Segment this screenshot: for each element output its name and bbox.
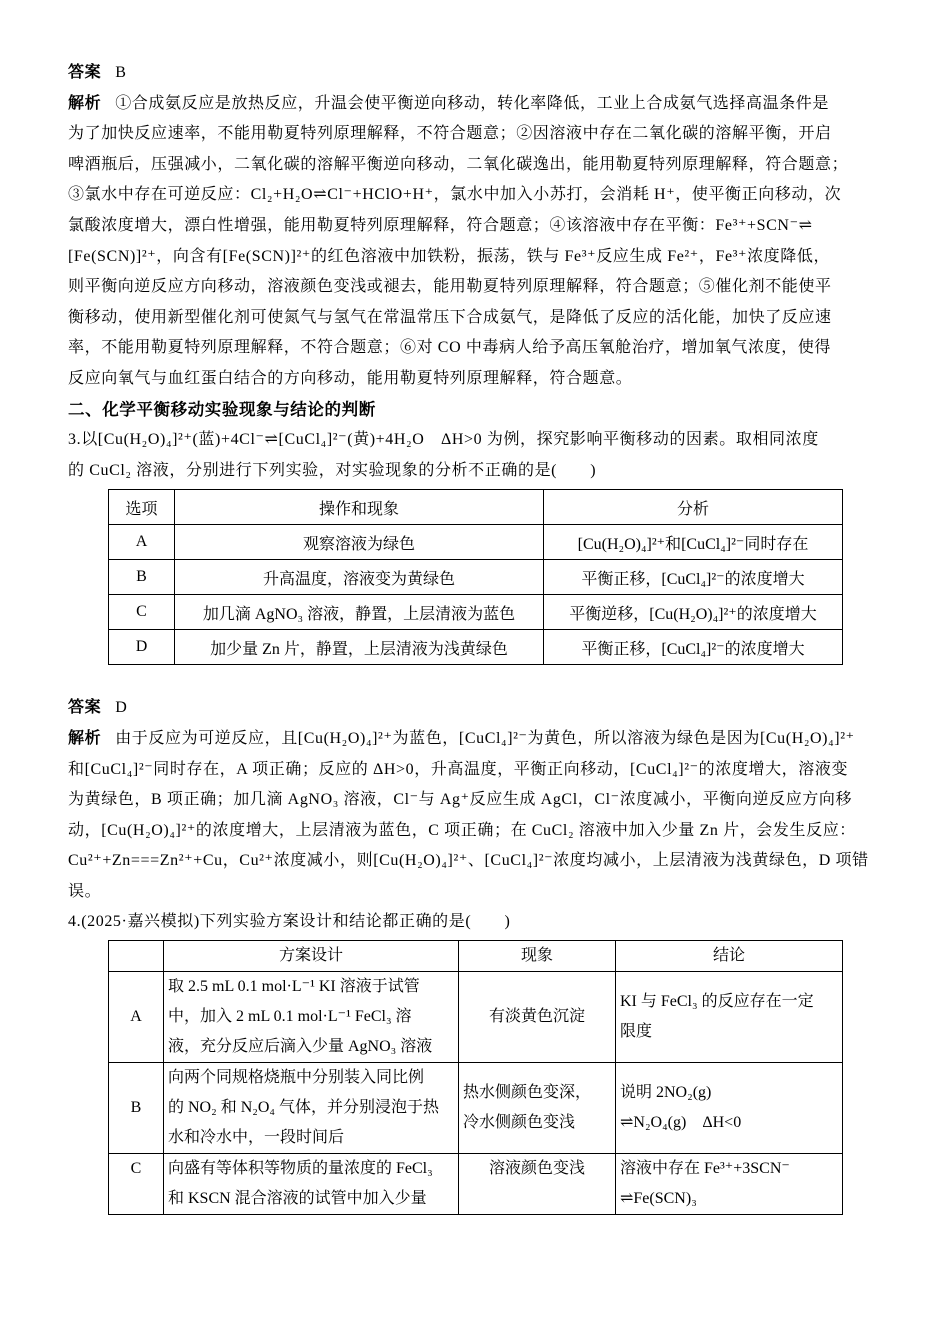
options-table xyxy=(108,489,843,665)
analysis-text-line: 率，不能用勒夏特列原理解释，不符合题意；⑥对 CO 中毒病人给予高压氧舱治疗，增加氧气浓度，使得 xyxy=(68,339,832,357)
answer-value: B xyxy=(115,64,127,81)
analysis-text-line: 和[CuCl₄]²⁻同时存在，A 项正确；反应的 ΔH>0，升高温度，平衡正向移动，[CuCl₄]²⁻的浓度增大，溶液变 xyxy=(68,760,849,778)
answer-label: 答案 xyxy=(68,64,102,81)
analysis-text-line: ①合成氨反应是放热反应，升温会使平衡逆向移动，转化率降低，工业上合成氨气选择高温条件是 xyxy=(115,94,830,112)
cell-line: 中，加入 2 mL 0.1 mol·L⁻¹ FeCl₃ 溶 xyxy=(168,1008,412,1026)
cell-line: 溶液中存在 Fe³⁺+3SCN⁻ xyxy=(620,1160,790,1178)
table-cell xyxy=(164,1063,459,1154)
cell-line: 说明 2NO₂(g) xyxy=(620,1084,712,1102)
question-stem-line: 4.(2025·嘉兴模拟)下列实验方案设计和结论都正确的是( ) xyxy=(68,913,511,931)
experiment-table xyxy=(108,940,843,1215)
table-header-cell: 操作和现象 xyxy=(175,490,544,525)
analysis-text-line: 动，[Cu(H₂O)₄]²⁺的浓度增大，上层清液为蓝色，C 项正确；在 CuCl₂ 溶液中加入少量 Zn 片，会发生反应： xyxy=(68,821,856,839)
table-cell xyxy=(459,1063,616,1154)
cell-line: 热水侧颜色变深， xyxy=(463,1084,592,1102)
answer-line xyxy=(68,58,888,89)
analysis-label: 解析 xyxy=(68,94,102,112)
table-header-cell: 现象 xyxy=(459,941,616,972)
table-cell xyxy=(616,972,843,1063)
analysis-text-line: 啤酒瓶后，压强减小，二氧化碳的溶解平衡逆向移动，二氧化碳逸出，能用勒夏特列原理解释，符合题意； xyxy=(68,155,849,173)
table-cell: C xyxy=(109,595,175,630)
table-cell: 加少量 Zn 片，静置，上层清液为浅黄绿色 xyxy=(175,630,544,665)
table-cell: A xyxy=(109,972,164,1063)
table-cell xyxy=(459,972,616,1063)
table-header-cell xyxy=(109,941,164,972)
analysis-text-line: 为了加快反应速率，不能用勒夏特列原理解释，不符合题意；②因溶液中存在二氧化碳的溶解平衡，开启 xyxy=(68,125,832,143)
table-row xyxy=(109,1154,843,1215)
table-row xyxy=(109,972,843,1063)
table-cell: 升高温度，溶液变为黄绿色 xyxy=(175,560,544,595)
table-cell: D xyxy=(109,630,175,665)
analysis-text-line: 为黄绿色，B 项正确；加几滴 AgNO₃ 溶液，Cl⁻与 Ag⁺反应生成 AgCl，Cl⁻浓度减小，平衡向逆反应方向移 xyxy=(68,791,853,809)
cell-line: 液，充分反应后滴入少量 AgNO₃ 溶液 xyxy=(168,1038,433,1056)
table-cell xyxy=(459,1154,616,1215)
cell-line: 和 KSCN 混合溶液的试管中加入少量 xyxy=(168,1190,427,1208)
analysis-line xyxy=(68,724,888,755)
analysis-text-line: Cu²⁺+Zn===Zn²⁺+Cu，Cu²⁺浓度减小，则[Cu(H₂O)₄]²⁺、[CuCl₄]²⁻浓度均减小，上层清液为浅黄绿色，D 项错 xyxy=(68,852,869,870)
analysis-text-line: 由于反应为可逆反应，且[Cu(H₂O)₄]²⁺为蓝色，[CuCl₄]²⁻为黄色，所以溶液为绿色是因为[Cu(H₂O)₄]²⁺ xyxy=(115,729,855,747)
table-row xyxy=(109,1063,843,1154)
table-cell: B xyxy=(109,1063,164,1154)
table-cell: A xyxy=(109,525,175,560)
analysis-line xyxy=(68,89,888,120)
cell-line: 有淡黄色沉淀 xyxy=(488,1008,585,1026)
table-row xyxy=(109,525,843,560)
cell-line: 取 2.5 mL 0.1 mol·L⁻¹ KI 溶液于试管 xyxy=(168,978,420,996)
cell-line: 向盛有等体积等物质的量浓度的 FeCl₃ xyxy=(168,1160,433,1178)
answer-value: D xyxy=(115,699,128,717)
table-cell: 平衡正移，[CuCl₄]²⁻的浓度增大 xyxy=(544,630,843,665)
analysis-text-line: 误。 xyxy=(68,882,102,900)
analysis-text-line: 则平衡向逆反应方向移动，溶液颜色变浅或褪去，能用勒夏特列原理解释，符合题意；⑤催化剂不能使平 xyxy=(68,278,832,296)
table-cell: 平衡逆移，[Cu(H₂O)₄]²⁺的浓度增大 xyxy=(544,595,843,630)
table-header-cell: 结论 xyxy=(616,941,843,972)
table-row xyxy=(109,595,843,630)
table-header-row xyxy=(109,941,843,972)
analysis-text-line: 氯酸浓度增大，漂白性增强，能用勒夏特列原理解释，符合题意；④该溶液中存在平衡：Fe³⁺+SCN⁻⇌ xyxy=(68,216,813,234)
table-row xyxy=(109,560,843,595)
question-stem-line: 3.以[Cu(H₂O)₄]²⁺(蓝)+4Cl⁻⇌[CuCl₄]²⁻(黄)+4H₂O ΔH>0 为例，探究影响平衡移动的因素。取相同浓度 xyxy=(68,431,819,449)
table-cell: 平衡正移，[CuCl₄]²⁻的浓度增大 xyxy=(544,560,843,595)
table-header-cell: 选项 xyxy=(109,490,175,525)
table-cell xyxy=(164,972,459,1063)
table-cell xyxy=(616,1063,843,1154)
answer-line xyxy=(68,693,888,724)
document-page xyxy=(68,58,888,1215)
table-cell: [Cu(H₂O)₄]²⁺和[CuCl₄]²⁻同时存在 xyxy=(544,525,843,560)
cell-line: 冷水侧颜色变浅 xyxy=(463,1114,576,1132)
analysis-text-line: ③氯水中存在可逆反应：Cl₂+H₂O⇌Cl⁻+HClO+H⁺，氯水中加入小苏打，会消耗 H⁺，使平衡正向移动，次 xyxy=(68,186,842,204)
cell-line: KI 与 FeCl₃ 的反应存在一定 xyxy=(620,993,814,1011)
table-header-cell: 分析 xyxy=(544,490,843,525)
cell-line: 的 NO₂ 和 N₂O₄ 气体，并分别浸泡于热 xyxy=(168,1099,439,1117)
table-cell xyxy=(616,1154,843,1215)
table-cell: C xyxy=(109,1154,164,1215)
cell-line: 向两个同规格烧瓶中分别装入同比例 xyxy=(168,1069,425,1087)
analysis-text-line: [Fe(SCN)]²⁺，向含有[Fe(SCN)]²⁺的红色溶液中加铁粉，振荡，铁与 Fe³⁺反应生成 Fe²⁺，Fe³⁺浓度降低， xyxy=(68,247,831,265)
table-cell: 观察溶液为绿色 xyxy=(175,525,544,560)
table-cell: B xyxy=(109,560,175,595)
spacer xyxy=(68,665,888,693)
table-cell xyxy=(164,1154,459,1215)
table-row xyxy=(109,630,843,665)
table-header-cell: 方案设计 xyxy=(164,941,459,972)
cell-line: ⇌N₂O₄(g) ΔH<0 xyxy=(620,1114,742,1132)
analysis-label: 解析 xyxy=(68,729,102,747)
table-cell: 加几滴 AgNO₃ 溶液，静置，上层清液为蓝色 xyxy=(175,595,544,630)
analysis-text-line: 反应向氧气与血红蛋白结合的方向移动，能用勒夏特列原理解释，符合题意。 xyxy=(68,369,633,387)
cell-line: 水和冷水中，一段时间后 xyxy=(168,1129,345,1147)
cell-line: ⇌Fe(SCN)₃ xyxy=(620,1190,697,1208)
question-stem-line: 的 CuCl₂ 溶液，分别进行下列实验，对实验现象的分析不正确的是( ) xyxy=(68,461,597,479)
analysis-text-line: 衡移动，使用新型催化剂可使氮气与氢气在常温常压下合成氨气，是降低了反应的活化能，加快了反应速 xyxy=(68,308,832,326)
cell-line: 限度 xyxy=(620,1023,653,1041)
answer-label: 答案 xyxy=(68,699,102,717)
table-header-row xyxy=(109,490,843,525)
section-title: 二、化学平衡移动实验现象与结论的判断 xyxy=(68,399,376,419)
cell-line: 溶液颜色变浅 xyxy=(488,1160,585,1178)
